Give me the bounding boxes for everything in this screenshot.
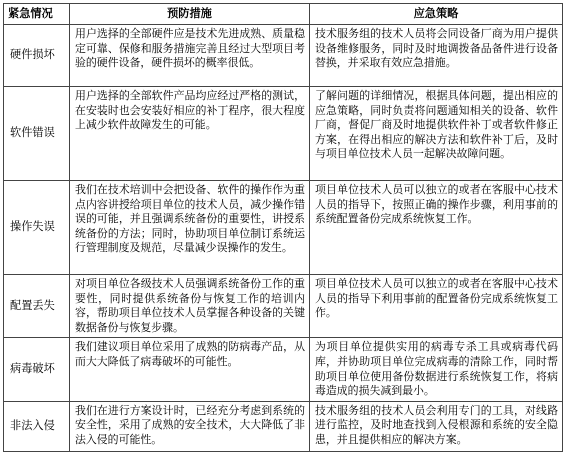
prevention-cell: 用户选择的全部硬件应是技术先进成熟、质量稳定可靠、保修和服务措施完善且经过大型项目考验的硬件设备，硬件损坏的概率很低。 (70, 25, 310, 87)
situation-cell: 软件错误 (4, 87, 70, 181)
response-cell: 项目单位技术人员可以独立的或者在客服中心技术人员的指导下，按照正确的操作步骤，利用事前的系统配置备份完成系统恢复工作。 (310, 181, 563, 275)
emergency-plan-table (3, 3, 563, 452)
header-situation: 紧急情况 (4, 4, 70, 25)
situation-cell: 病毒破坏 (4, 338, 70, 401)
prevention-cell: 我们在进行方案设计时，已经充分考虑到系统的安全性，采用了成熟的安全技术，大大降低了非法入侵的可能性。 (70, 401, 310, 451)
table-row (4, 25, 563, 87)
table-header-row (4, 4, 563, 25)
emergency-table-wrapper (3, 3, 563, 452)
response-cell: 技术服务组的技术人员将会同设备厂商为用户提供设备维修服务，同时及时地调拨备品备件进行设备替换，并采取有效应急措施。 (310, 25, 563, 87)
table-row (4, 338, 563, 401)
response-cell: 了解问题的详细情况，根据具体问题，提出相应的应急策略，同时负责将问题通知相关的设备、软件厂商，督促厂商及时地提供软件补丁或者软件修正方案，在得出相应的解决方法和软件补丁后，及时与项目单位技术人员一起解决故障问题。 (310, 87, 563, 181)
header-response: 应急策略 (310, 4, 563, 25)
prevention-cell: 我们在技术培训中会把设备、软件的操作作为重点内容讲授给项目单位的技术人员，减少操作错误的可能，并且强调系统备份的重要性，讲授系统备份的方法；同时，协助项目单位制订系统运行管理制度及规范，尽量减少误操作的发生。 (70, 181, 310, 275)
prevention-cell: 我们建议项目单位采用了成熟的防病毒产品，从而大大降低了病毒破坏的可能性。 (70, 338, 310, 401)
table-row (4, 181, 563, 275)
response-cell: 为项目单位提供实用的病毒专杀工具或病毒代码库，并协助项目单位完成病毒的清除工作，同时帮助项目单位使用备份数据进行系统恢复工作，将病毒造成的损失减到最小。 (310, 338, 563, 401)
table-row (4, 87, 563, 181)
header-prevention: 预防措施 (70, 4, 310, 25)
prevention-cell: 对项目单位各级技术人员强调系统备份工作的重要性，同时提供系统备份与恢复工作的培训内容，帮助项目单位技术人员掌握各种设备的关键数据备份与恢复步骤。 (70, 275, 310, 338)
table-row (4, 275, 563, 338)
situation-cell: 配置丢失 (4, 275, 70, 338)
situation-cell: 非法入侵 (4, 401, 70, 451)
response-cell: 项目单位技术人员可以独立的或者在客服中心技术人员的指导下利用事前的配置备份完成系统恢复工作。 (310, 275, 563, 338)
situation-cell: 硬件损坏 (4, 25, 70, 87)
response-cell: 技术服务组的技术人员会利用专门的工具，对线路进行监控，及时地查找到入侵根源和系统的安全隐患，并且提供相应的解决方案。 (310, 401, 563, 451)
table-row (4, 401, 563, 451)
situation-cell: 操作失误 (4, 181, 70, 275)
prevention-cell: 用户选择的全部软件产品均应经过严格的测试，在安装时也会安装好相应的补丁程序，很大程度上减少软件故障发生的可能。 (70, 87, 310, 181)
